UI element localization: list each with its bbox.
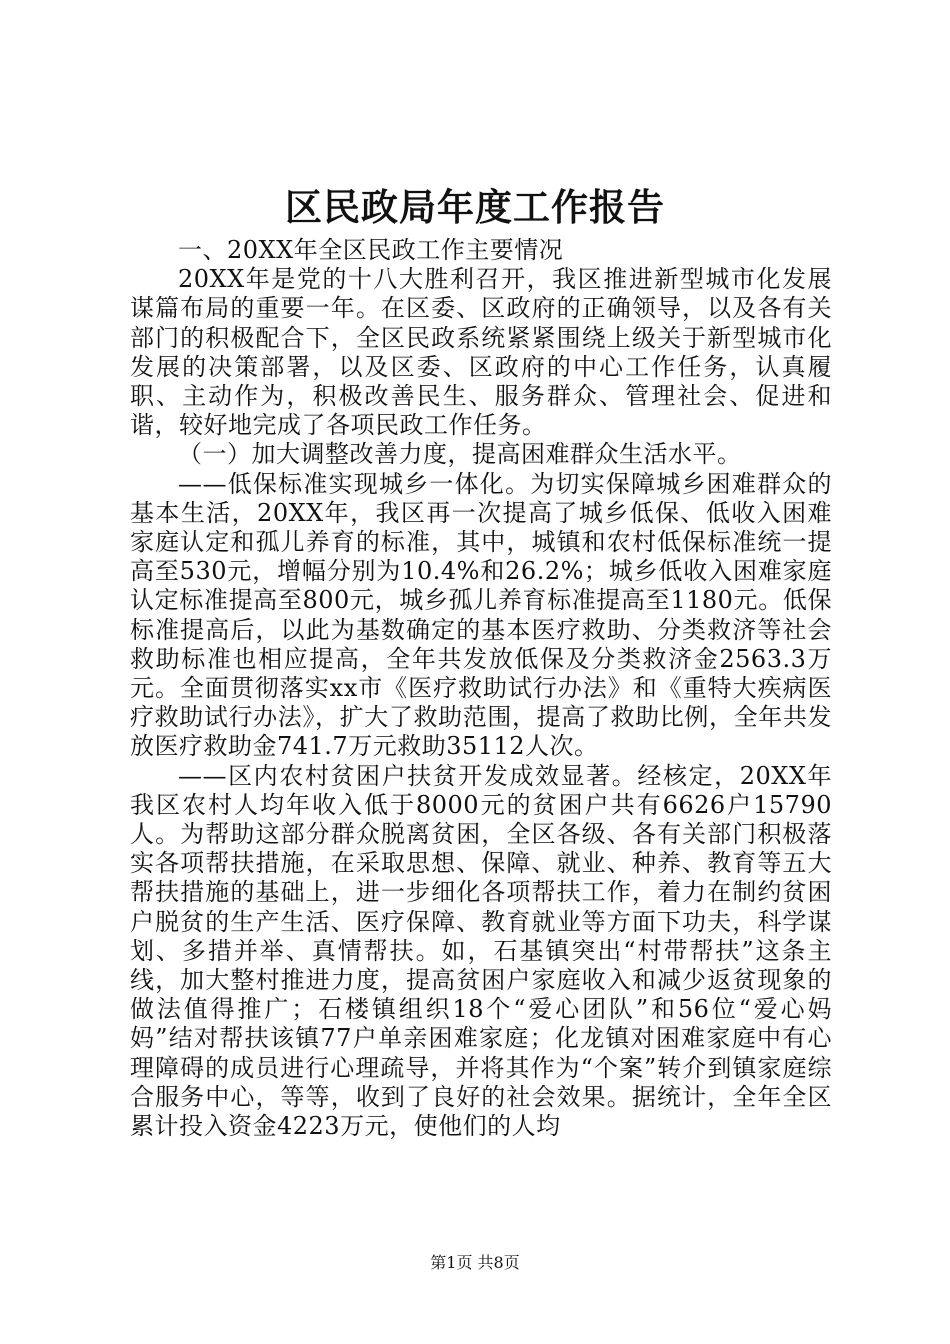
body-paragraph: ——区内农村贫困户扶贫开发成效显著。经核定，20XX年我区农村人均年收入低于8000元的贫困户共有6626户15790人。为帮助这部分群众脱离贫困，全区各级、各有关部门积极落实各项帮扶措施，在采取思想、保障、就业、种养、教育等五大帮扶措施的基础上，进一步细化各项帮扶工作，着力在制约贫困户脱贫的生产生活、医疗保障、教育就业等方面下功夫，科学谋划、多措并举、真情帮扶。如，石基镇突出“村带帮扶”这条主线，加大整村推进力度，提高贫困户家庭收入和减少返贫现象的做法值得推广；石楼镇组织18个“爱心团队”和56位“爱心妈妈”结对帮扶该镇77户单亲困难家庭；化龙镇对困难家庭中有心理障碍的成员进行心理疏导，并将其作为“个案”转介到镇家庭综合服务中心，等等，收到了良好的社会效果。据统计，全年全区累计投入资金4223万元，使他们的人均: [130, 761, 832, 1141]
body-paragraph: 20XX年是党的十八大胜利召开，我区推进新型城市化发展谋篇布局的重要一年。在区委、区政府的正确领导，以及各有关部门的积极配合下，全区民政系统紧紧围绕上级关于新型城市化发展的决策部署，以及区委、区政府的中心工作任务，认真履职、主动作为，积极改善民生、服务群众、管理社会、促进和谐，较好地完成了各项民政工作任务。: [130, 265, 832, 440]
subsection-heading: （一）加大调整改善力度，提高困难群众生活水平。: [178, 440, 742, 469]
page-footer: 第1页 共8页: [430, 1253, 520, 1272]
document-title: 区民政局年度工作报告: [285, 185, 665, 229]
section-heading: 一、20XX年全区民政工作主要情况: [178, 236, 564, 264]
body-paragraph: ——低保标准实现城乡一体化。为切实保障城乡困难群众的基本生活，20XX年，我区再一次提高了城乡低保、低收入困难家庭认定和孤儿养育的标准，其中，城镇和农村低保标准统一提高至530元，增幅分别为10.4%和26.2%；城乡低收入困难家庭认定标准提高至800元，城乡孤儿养育标准提高至1180元。低保标准提高后，以此为基数确定的基本医疗救助、分类救济等社会救助标准也相应提高，全年共发放低保及分类救济金2563.3万元。全面贯彻落实xx市《医疗救助试行办法》和《重特大疾病医疗救助试行办法》，扩大了救助范围，提高了救助比例，全年共发放医疗救助金741.7万元救助35112人次。: [130, 469, 832, 761]
document-body: [130, 236, 832, 1141]
